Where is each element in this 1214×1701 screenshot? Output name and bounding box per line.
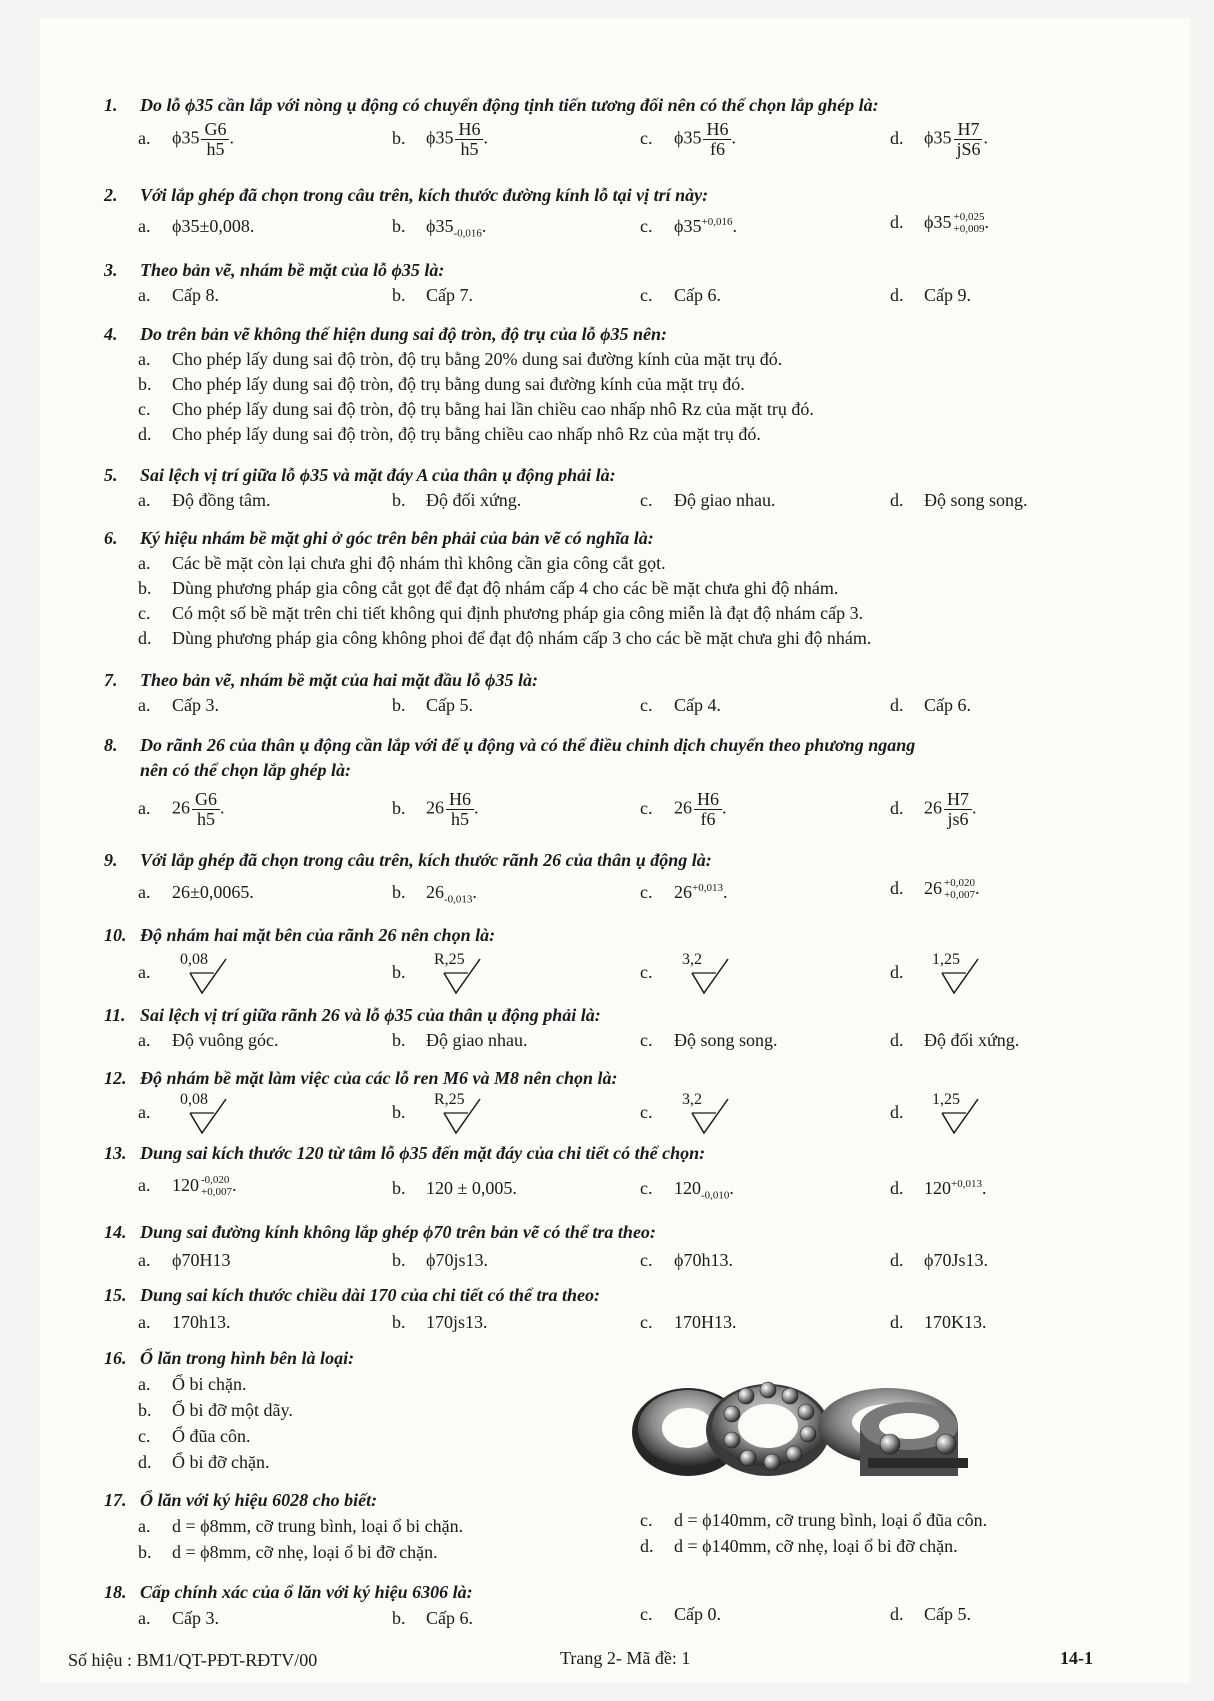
option-6c: c. Có một số bề mặt trên chi tiết không qui định phương pháp gia công miễn là đạt độ nhám cấp 3. — [138, 603, 864, 623]
option-14b: b. ϕ70js13. — [392, 1250, 488, 1270]
option-1b: b. ϕ35 $\frac{H6}{h5}$ . — [392, 119, 488, 159]
page-number: Trang 2- Mã đề: 1 — [560, 1648, 691, 1668]
option-7a: a. Cấp 3. — [138, 695, 219, 715]
option-9d: d. 26 +0,020 +0,007 . — [890, 877, 980, 901]
question-4: 4. Do trên bản vẽ không thể hiện dung sai độ tròn, độ trụ của lỗ ϕ35 nên: — [104, 324, 668, 344]
option-16a: a. Ổ bi chặn. — [138, 1374, 247, 1394]
question-3: 3. Theo bản vẽ, nhám bề mặt của lỗ ϕ35 là: — [104, 260, 445, 280]
question-16: 16. Ổ lăn trong hình bên là loại: — [104, 1348, 355, 1368]
option-8a: a. 26 $\frac{G6}{h5}$ . — [138, 789, 225, 829]
option-7d: d. Cấp 6. — [890, 695, 971, 715]
option-17c: c. d = ϕ140mm, cỡ trung bình, loại ổ đũa côn. — [640, 1510, 988, 1530]
option-9c: c. $26^{+0,013}$. — [640, 882, 728, 902]
option-14d: d. ϕ70Js13. — [890, 1250, 988, 1270]
question-9: 9. Với lắp ghép đã chọn trong câu trên, kích thước rãnh 26 của thân ụ động là: — [104, 850, 712, 870]
option-1a: a. ϕ35 $\frac{G6}{h5}$ . — [138, 119, 234, 159]
option-17b: b. d = ϕ8mm, cỡ nhẹ, loại ổ bi đỡ chặn. — [138, 1542, 438, 1562]
option-4b: b. Cho phép lấy dung sai độ tròn, độ trụ bằng dung sai đường kính của mặt trụ đó. — [138, 374, 745, 394]
option-13c: c. $120_{-0,010}$. — [640, 1178, 734, 1202]
option-7b: b. Cấp 5. — [392, 695, 473, 715]
form-code: Số hiệu : BM1/QT-PĐT-RĐTV/00 — [68, 1650, 318, 1670]
option-7c: c. Cấp 4. — [640, 695, 721, 715]
option-8b: b. 26 $\frac{H6}{h5}$ . — [392, 789, 479, 829]
option-9a: a. 26±0,0065. — [138, 882, 254, 902]
option-11d: d. Độ đối xứng. — [890, 1030, 1020, 1050]
option-13d: d. $120^{+0,013}$. — [890, 1178, 987, 1198]
option-3a: a. Cấp 8. — [138, 285, 219, 305]
thrust-bearing-image — [628, 1366, 1040, 1492]
option-2c: c. $\phi 35^{+0,016}$. — [640, 216, 737, 236]
sheet-number: 14-1 — [1060, 1648, 1093, 1668]
question-2: 2. Với lắp ghép đã chọn trong câu trên, kích thước đường kính lỗ tại vị trí này: — [104, 185, 709, 205]
option-12c: c. 3,2 — [640, 1095, 744, 1133]
question-8-cont: nên có thể chọn lắp ghép là: — [140, 760, 352, 780]
option-16b: b. Ổ bi đỡ một dãy. — [138, 1400, 293, 1420]
option-6a: a. Các bề mặt còn lại chưa ghi độ nhám thì không cần gia công cắt gọt. — [138, 553, 666, 573]
option-17a: a. d = ϕ8mm, cỡ trung bình, loại ổ bi chặn. — [138, 1516, 464, 1536]
question-7: 7. Theo bản vẽ, nhám bề mặt của hai mặt đầu lỗ ϕ35 là: — [104, 670, 538, 690]
option-16d: d. Ổ bi đỡ chặn. — [138, 1452, 270, 1472]
option-5d: d. Độ song song. — [890, 490, 1028, 510]
option-4c: c. Cho phép lấy dung sai độ tròn, độ trụ bằng hai lần chiều cao nhấp nhô Rz của mặt trụ đó. — [138, 399, 814, 419]
question-18: 18. Cấp chính xác của ổ lăn với ký hiệu 6306 là: — [104, 1582, 473, 1602]
question-6: 6. Ký hiệu nhám bề mặt ghi ở góc trên bên phải của bản vẽ có nghĩa là: — [104, 528, 654, 548]
option-11a: a. Độ vuông góc. — [138, 1030, 279, 1050]
option-13a: a. 120 -0,020 +0,007 . — [138, 1174, 237, 1198]
option-3d: d. Cấp 9. — [890, 285, 971, 305]
question-8: 8. Do rãnh 26 của thân ụ động cần lắp với đế ụ động và có thể điều chỉnh dịch chuyển theo phương ngang — [104, 735, 916, 755]
option-10b: b. R,25 — [392, 955, 496, 993]
option-1d: d. ϕ35 $\frac{H7}{jS6}$ . — [890, 119, 988, 159]
option-9b: b. $26_{-0,013}$. — [392, 882, 477, 906]
option-16c: c. Ổ đũa côn. — [138, 1426, 251, 1446]
option-1c: c. ϕ35 $\frac{H6}{f6}$ . — [640, 119, 736, 159]
option-6d: d. Dùng phương pháp gia công không phoi để đạt độ nhám cấp 3 cho các bề mặt chưa ghi độ nhám. — [138, 628, 872, 648]
option-12d: d. 1,25 — [890, 1095, 994, 1133]
option-2d: d. ϕ35 +0,025 +0,009 . — [890, 211, 989, 235]
option-11c: c. Độ song song. — [640, 1030, 778, 1050]
option-18a: a. Cấp 3. — [138, 1608, 219, 1628]
option-6b: b. Dùng phương pháp gia công cắt gọt để đạt độ nhám cấp 4 cho các bề mặt chưa ghi độ nhám. — [138, 578, 839, 598]
question-13: 13. Dung sai kích thước 120 từ tâm lỗ ϕ35 đến mặt đáy của chi tiết có thể chọn: — [104, 1143, 706, 1163]
option-3c: c. Cấp 6. — [640, 285, 721, 305]
option-10c: c. 3,2 — [640, 955, 744, 993]
option-2a: a. ϕ35±0,008. — [138, 216, 255, 236]
question-17: 17. Ổ lăn với ký hiệu 6028 cho biết: — [104, 1490, 378, 1510]
option-18b: b. Cấp 6. — [392, 1608, 473, 1628]
option-4d: d. Cho phép lấy dung sai độ tròn, độ trụ bằng chiều cao nhấp nhô Rz của mặt trụ đó. — [138, 424, 761, 444]
question-12: 12. Độ nhám bề mặt làm việc của các lỗ ren M6 và M8 nên chọn là: — [104, 1068, 618, 1088]
option-8c: c. 26 $\frac{H6}{f6}$ . — [640, 789, 727, 829]
option-2b: b. $\phi 35_{-0,016}$. — [392, 216, 487, 240]
option-18d: d. Cấp 5. — [890, 1604, 971, 1624]
option-10d: d. 1,25 — [890, 955, 994, 993]
question-5: 5. Sai lệch vị trí giữa lỗ ϕ35 và mặt đáy A của thân ụ động phải là: — [104, 465, 616, 485]
question-10: 10. Độ nhám hai mặt bên của rãnh 26 nên chọn là: — [104, 925, 496, 945]
option-3b: b. Cấp 7. — [392, 285, 473, 305]
option-8d: d. 26 $\frac{H7}{js6}$ . — [890, 789, 977, 829]
option-14c: c. ϕ70h13. — [640, 1250, 733, 1270]
option-15d: d. 170K13. — [890, 1312, 987, 1332]
option-5c: c. Độ giao nhau. — [640, 490, 776, 510]
option-15c: c. 170H13. — [640, 1312, 737, 1332]
option-12b: b. R,25 — [392, 1095, 496, 1133]
option-5a: a. Độ đồng tâm. — [138, 490, 271, 510]
option-13b: b. 120 ± 0,005. — [392, 1178, 517, 1198]
question-14: 14. Dung sai đường kính không lắp ghép ϕ70 trên bản vẽ có thể tra theo: — [104, 1222, 656, 1242]
option-12a: a. 0,08 — [138, 1095, 242, 1133]
option-17d: d. d = ϕ140mm, cỡ nhẹ, loại ổ bi đỡ chặn. — [640, 1536, 958, 1556]
option-5b: b. Độ đối xứng. — [392, 490, 522, 510]
option-18c: c. Cấp 0. — [640, 1604, 721, 1624]
option-15b: b. 170js13. — [392, 1312, 488, 1332]
question-15: 15. Dung sai kích thước chiều dài 170 của chi tiết có thể tra theo: — [104, 1285, 600, 1305]
option-15a: a. 170h13. — [138, 1312, 231, 1332]
question-1: 1. Do lỗ ϕ35 cần lắp với nòng ụ động có chuyển động tịnh tiến tương đối nên có thể chọn lắp ghép là: — [104, 95, 879, 115]
option-14a: a. ϕ70H13 — [138, 1250, 231, 1270]
option-11b: b. Độ giao nhau. — [392, 1030, 528, 1050]
question-11: 11. Sai lệch vị trí giữa rãnh 26 và lỗ ϕ35 của thân ụ động phải là: — [104, 1005, 601, 1025]
option-10a: a. 0,08 — [138, 955, 242, 993]
option-4a: a. Cho phép lấy dung sai độ tròn, độ trụ bằng 20% dung sai đường kính của mặt trụ đó. — [138, 349, 783, 369]
